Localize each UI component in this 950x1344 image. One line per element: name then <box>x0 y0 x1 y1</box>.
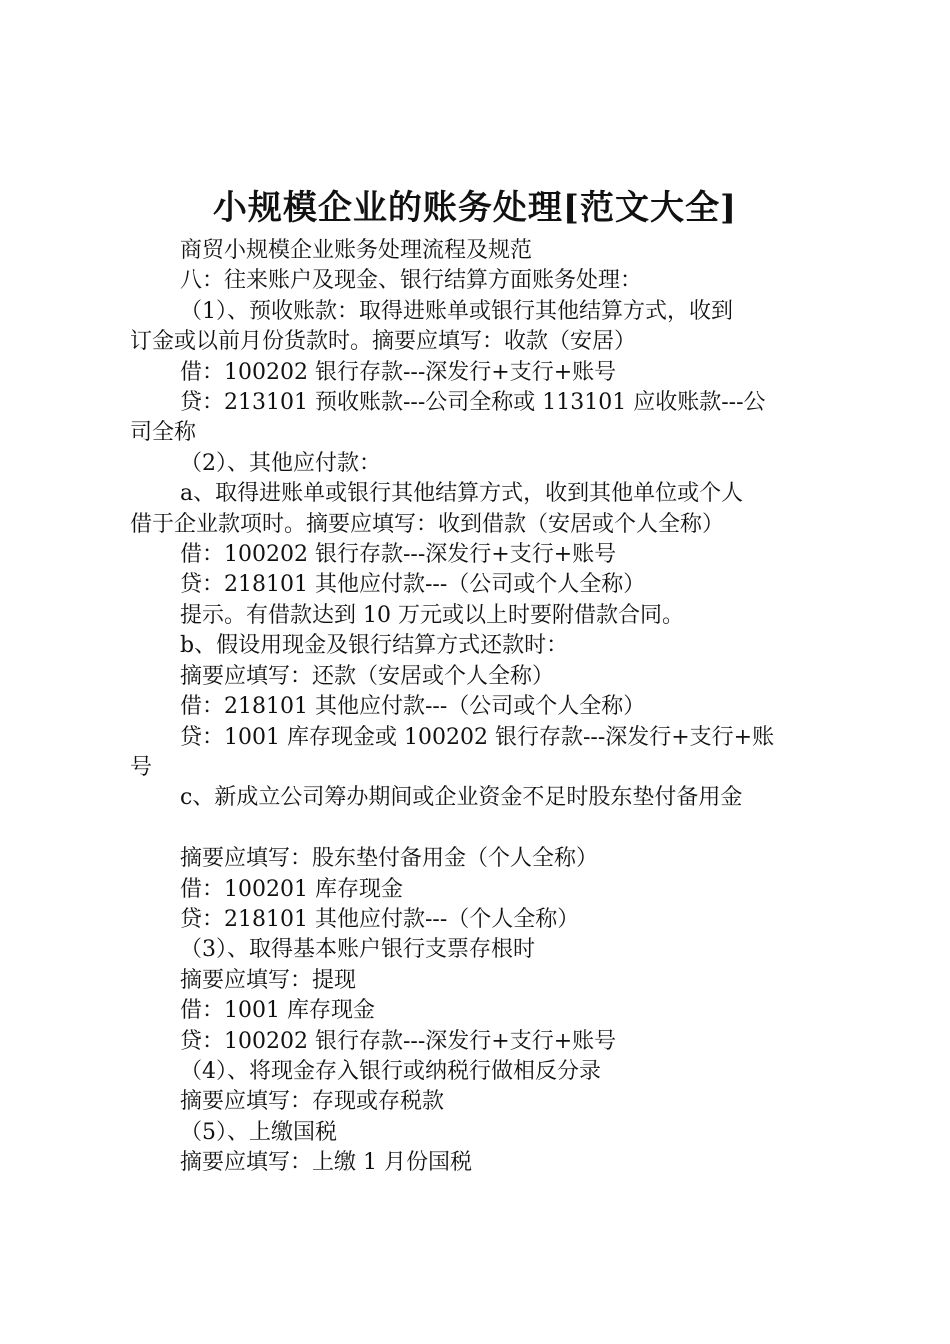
text-line: a、取得进账单或银行其他结算方式，收到其他单位或个人 <box>180 481 744 507</box>
text-line <box>130 814 830 844</box>
text-line: （3）、取得基本账户银行支票存根时 <box>180 937 535 963</box>
text-line: 借：1001 库存现金 <box>180 998 375 1024</box>
text-line: 司全称 <box>130 420 197 446</box>
document-body <box>130 236 830 1179</box>
text-line: 借于企业款项时。摘要应填写：收到借款（安居或个人全称） <box>130 511 725 537</box>
text-line: 摘要应填写：还款（安居或个人全称） <box>180 663 555 689</box>
text-line: 提示。有借款达到 10 万元或以上时要附借款合同。 <box>180 602 684 628</box>
text-line: （4）、将现金存入银行或纳税行做相反分录 <box>180 1058 601 1084</box>
text-line: 贷：218101 其他应付款---（公司或个人全称） <box>180 572 646 598</box>
text-line: 商贸小规模企业账务处理流程及规范 <box>180 238 533 263</box>
text-line: 订金或以前月份货款时。摘要应填写：收款（安居） <box>130 329 637 355</box>
document-title: 小规模企业的账务处理[范文大全] <box>212 188 738 228</box>
text-line: 贷：100202 银行存款---深发行+支行+账号 <box>180 1028 617 1054</box>
text-line: 贷：1001 库存现金或 100202 银行存款---深发行+支行+账 <box>180 724 775 750</box>
text-line: 摘要应填写：存现或存税款 <box>180 1089 445 1115</box>
text-line: c、新成立公司筹办期间或企业资金不足时股东垫付备用金 <box>180 785 743 811</box>
text-line: （5）、上缴国税 <box>180 1119 337 1145</box>
text-line: 号 <box>130 754 153 780</box>
text-line: 借：218101 其他应付款---（公司或个人全称） <box>180 694 646 720</box>
text-line: （1）、预收账款：取得进账单或银行其他结算方式，收到 <box>180 298 733 324</box>
text-line: 摘要应填写：上缴 1 月份国税 <box>180 1150 472 1176</box>
text-line: b、假设用现金及银行结算方式还款时： <box>180 633 569 659</box>
text-line: 借：100201 库存现金 <box>180 876 403 902</box>
text-line: 借：100202 银行存款---深发行+支行+账号 <box>180 359 617 385</box>
text-line: 摘要应填写：提现 <box>180 967 357 993</box>
text-line: 借：100202 银行存款---深发行+支行+账号 <box>180 542 617 568</box>
text-line: 八：往来账户及现金、银行结算方面账务处理： <box>180 268 643 294</box>
text-line: 贷：218101 其他应付款---（个人全称） <box>180 906 580 932</box>
text-line: 摘要应填写：股东垫付备用金（个人全称） <box>180 846 599 872</box>
text-line: （2）、其他应付款： <box>180 450 381 476</box>
text-line: 贷：213101 预收账款---公司全称或 113101 应收账款---公 <box>180 390 766 416</box>
